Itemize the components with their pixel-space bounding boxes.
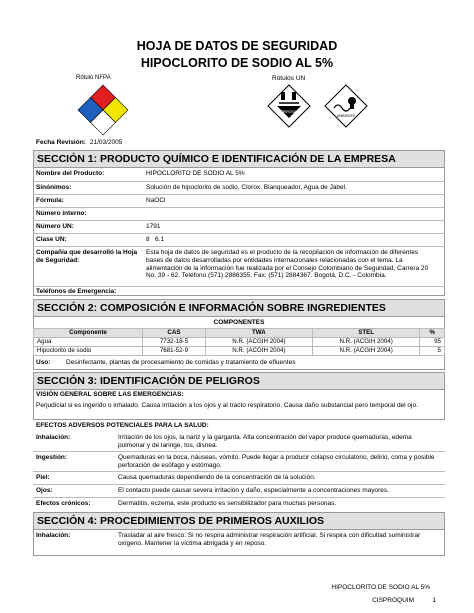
field-label: Nombre del Producto: — [36, 170, 105, 177]
field-value: HIPOCLORITO DE SODIO AL 5% — [146, 170, 245, 177]
divider — [33, 246, 445, 247]
field-label: Sinónimos: — [36, 184, 72, 191]
effect-value: Dermatitis, eczema, este producto es sensibilizador para muchas personas. — [118, 500, 337, 507]
column-header: TWA — [205, 329, 312, 338]
effect-value: Causa quemaduras dependiendo de la concentración de la solución. — [118, 474, 316, 481]
effect-value: Quemaduras en la boca, náuseas, vómito. Puede llegar a producir colapso circulatorio, delirio, coma y posible perforación de esófago y estómago. — [118, 454, 435, 469]
components-table — [33, 328, 445, 356]
divider — [33, 484, 445, 485]
first-aid-value: Trasladar al aire fresco. Si no respira administrar respiración artificial. Si respira con dificultad suministrar oxígeno. Mantener la víctima abrigada y en reposo. — [118, 532, 421, 547]
field-label: Clase UN: — [36, 236, 67, 243]
field-value: Esta hoja de datos de seguridad es el producto de la recopilación de información de diferentes bases de datos desarrolladas por entidades internacionales relacionadas con el tema. La alimentación de la información fue realizada por el Consejo Colombiano de Seguridad, Carrera 20 No. 39 - 62. Teléfono (571) 2886355. Fax: (571) 2884367. Bogotá, D.C. - Colombia. — [146, 249, 429, 280]
field-value: Solución de hipoclorito de sodio, Clorox, Blanqueador, Agua de Jabel. — [146, 184, 347, 191]
effect-label: Inhalación: — [36, 434, 71, 441]
divider — [33, 471, 445, 472]
divider — [33, 497, 445, 498]
effect-value: El contacto puede causar severa irritación y daño, especialmente a concentraciones mayores. — [118, 487, 389, 494]
field-value: 8 6.1 — [146, 236, 165, 243]
column-header: CAS — [143, 329, 206, 338]
effect-label: Ojos: — [36, 487, 53, 494]
footer-company: CISPROQUIM — [372, 597, 414, 604]
section-2-title: SECCIÓN 2: COMPOSICIÓN E INFORMACIÓN SOBRE INGREDIENTES — [34, 300, 444, 317]
field-value: NaOCl — [146, 197, 166, 204]
column-header: STEL — [313, 329, 420, 338]
revision-date — [36, 139, 122, 146]
document-title: HOJA DE DATOS DE SEGURIDAD — [136, 39, 338, 53]
column-header: % — [420, 329, 445, 338]
table-header-row — [34, 329, 445, 338]
components-table-title: COMPONENTES — [213, 319, 265, 326]
footer-product: HIPOCLORITO DE SODIO AL 5% — [331, 584, 430, 591]
use-value: Desinfectante, plantas de procesamiento de comidas y tratamiento de efluentes — [66, 359, 296, 366]
un-corrosive-text: CORROSIVO — [278, 110, 300, 114]
section-1-title: SECCIÓN 1: PRODUCTO QUÍMICO E IDENTIFICACIÓN DE LA EMPRESA — [34, 151, 444, 168]
table-cell: 95 — [420, 338, 445, 347]
table-cell: N.R. (ACGIH 2004) — [205, 347, 312, 356]
un-environment-text: AMBIENTE — [337, 114, 355, 118]
table-cell: Hipoclorito de sodio — [34, 347, 143, 356]
document-subtitle: HIPOCLORITO DE SODIO AL 5% — [140, 56, 334, 70]
field-value: 1791 — [146, 223, 161, 230]
revision-label: Fecha Revisión: — [36, 139, 86, 146]
un-corrosive-class: 8 — [287, 119, 291, 124]
health-effects-heading: EFECTOS ADVERSOS POTENCIALES PARA LA SALUD: — [36, 422, 209, 429]
revision-value: 21/03/2005 — [89, 139, 123, 146]
un-corrosive-placard-icon — [267, 84, 311, 128]
field-label: Teléfonos de Emergencia: — [36, 288, 117, 295]
effect-label: Ingestión: — [36, 454, 68, 461]
table-cell: N.R. (ACGIH 2004) — [205, 338, 312, 347]
un-label: Rótulos UN — [272, 75, 306, 82]
table-cell: Agua — [34, 338, 143, 347]
column-header: Componente — [34, 329, 143, 338]
field-label: Compañía que desarrolló la Hoja de Seguridad: — [36, 249, 138, 264]
divider — [33, 233, 445, 234]
nfpa-label: Rótulo NFPA — [76, 75, 111, 81]
table-cell: N.R. (ACGIH 2004) — [313, 338, 420, 347]
field-label: Número interno: — [36, 210, 87, 217]
field-label: Número UN: — [36, 223, 74, 230]
divider — [33, 207, 445, 208]
nfpa-diamond-icon — [77, 84, 129, 136]
effect-label: Efectos crónicos: — [36, 500, 91, 507]
section-4-title: SECCIÓN 4: PROCEDIMIENTOS DE PRIMEROS AUXILIOS — [34, 513, 444, 530]
effect-value: Irritación de los ojos, la nariz y la garganta. Alta concentración del vapor produce quemaduras, edema pulmonar y de laringe, tos, disnea. — [118, 434, 412, 449]
un-environment-placard-icon — [324, 84, 368, 128]
divider — [33, 451, 445, 452]
first-aid-label: Inhalación: — [36, 532, 71, 539]
divider — [33, 181, 445, 182]
divider — [33, 286, 445, 287]
effect-label: Piel: — [36, 474, 50, 481]
table-cell: 7681-52-9 — [143, 347, 206, 356]
use-label: Uso: — [36, 359, 51, 366]
table-cell: 5 — [420, 347, 445, 356]
table-row — [34, 347, 445, 356]
emergency-overview-heading: VISIÓN GENERAL SOBRE LAS EMERGENCIAS: — [36, 391, 184, 398]
divider — [33, 220, 445, 221]
footer-page-number: 1 — [432, 597, 436, 604]
table-row — [34, 338, 445, 347]
table-cell: 7732-18-5 — [143, 338, 206, 347]
divider — [33, 194, 445, 195]
table-cell: N.R. (ACGIH 2004) — [313, 347, 420, 356]
section-3-title: SECCIÓN 3: IDENTIFICACIÓN DE PELIGROS — [34, 373, 444, 390]
emergency-overview-text: Perjudicial si es ingerido o inhalado. Causa irritación a los ojos y al tracto respiratorio. Causa daño substancial pero temporal del ojo. — [36, 402, 418, 409]
field-label: Fórmula: — [36, 197, 64, 204]
